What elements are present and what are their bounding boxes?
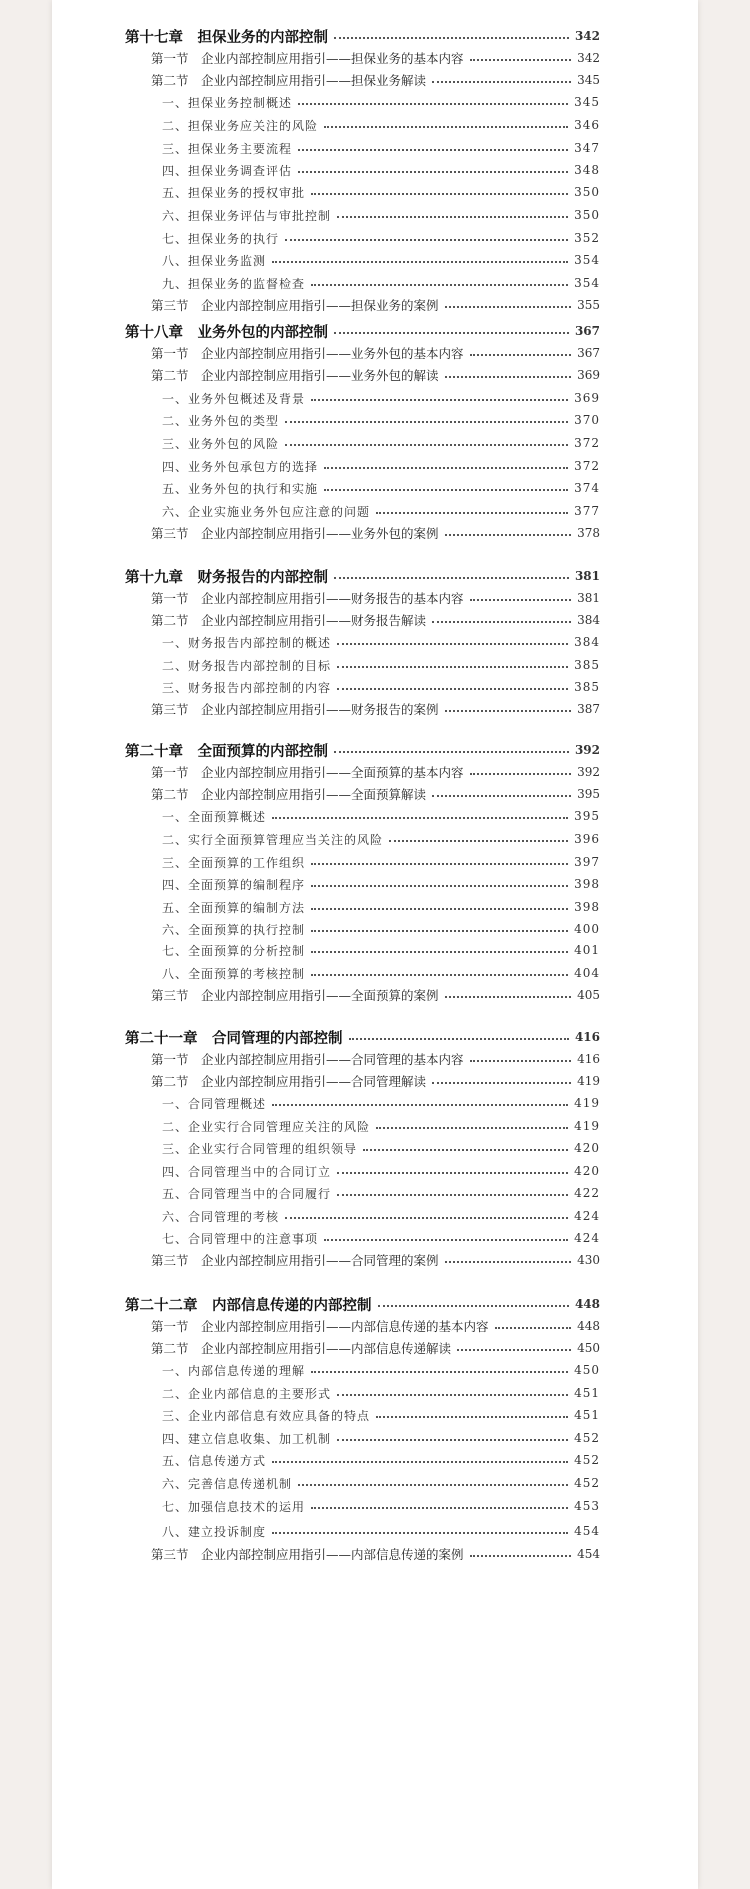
dot-leader — [470, 773, 572, 775]
toc-page-number: 398 — [574, 877, 600, 891]
toc-page-number: 416 — [577, 1052, 600, 1066]
toc-page-number: 424 — [574, 1209, 600, 1223]
toc-entry-title: 四、建立信息收集、加工机制 — [162, 1431, 332, 1446]
toc-page-number: 419 — [574, 1096, 600, 1110]
toc-entry-title: 五、担保业务的授权审批 — [162, 185, 306, 200]
toc-entry-title: 一、业务外包概述及背景 — [162, 391, 306, 406]
toc-page-number: 369 — [574, 391, 600, 405]
toc-entry-title: 第一节 企业内部控制应用指引——财务报告的基本内容 — [151, 591, 464, 606]
toc-entry-title: 九、担保业务的监督检查 — [162, 276, 306, 291]
toc-page-number: 424 — [574, 1231, 600, 1245]
toc-page-number: 453 — [574, 1499, 600, 1513]
toc-entry-title: 第二节 企业内部控制应用指引——担保业务解读 — [151, 73, 427, 88]
dot-leader — [311, 284, 568, 286]
toc-entry-title: 第三节 企业内部控制应用指引——内部信息传递的案例 — [151, 1547, 464, 1562]
dot-leader — [470, 59, 572, 61]
toc-page-number: 355 — [577, 298, 600, 312]
toc-page-number: 347 — [574, 141, 600, 155]
toc-entry-title: 第三节 企业内部控制应用指引——全面预算的案例 — [151, 988, 439, 1003]
toc-page-number: 367 — [577, 346, 600, 360]
toc-item-row[interactable] — [162, 92, 600, 112]
toc-entry-title: 四、合同管理当中的合同订立 — [162, 1164, 332, 1179]
toc-page-number: 342 — [574, 29, 600, 43]
dot-leader — [298, 103, 568, 105]
toc-entry-title: 第二十章 全面预算的内部控制 — [125, 742, 328, 760]
toc-item-row[interactable] — [162, 182, 600, 202]
toc-page-number: 348 — [574, 163, 600, 177]
toc-item-row[interactable] — [162, 1473, 600, 1493]
toc-section-row[interactable] — [151, 523, 600, 543]
dot-leader — [389, 840, 568, 842]
toc-entry-title: 第一节 企业内部控制应用指引——全面预算的基本内容 — [151, 765, 464, 780]
toc-page-number: 452 — [574, 1476, 600, 1490]
dot-leader — [311, 885, 568, 887]
toc-page-number: 395 — [574, 809, 600, 823]
toc-item-row[interactable] — [162, 1496, 600, 1516]
toc-entry-title: 四、业务外包承包方的选择 — [162, 459, 319, 474]
toc-item-row[interactable] — [162, 410, 600, 430]
toc-page-number: 451 — [574, 1386, 600, 1400]
toc-entry-title: 第一节 企业内部控制应用指引——业务外包的基本内容 — [151, 346, 464, 361]
toc-page-number: 392 — [574, 743, 600, 757]
toc-page-number: 378 — [577, 526, 600, 540]
toc-item-row[interactable] — [162, 1183, 600, 1203]
toc-item-row[interactable] — [162, 273, 600, 293]
toc-item-row[interactable] — [162, 1116, 600, 1136]
dot-leader — [324, 1239, 568, 1241]
dot-leader — [298, 149, 568, 151]
dot-leader — [337, 216, 568, 218]
toc-entry-title: 三、担保业务主要流程 — [162, 141, 293, 156]
toc-item-row[interactable] — [162, 478, 600, 498]
toc-page-number: 370 — [574, 413, 600, 427]
toc-page-number: 450 — [577, 1341, 600, 1355]
dot-leader — [445, 996, 572, 998]
dot-leader — [470, 599, 572, 601]
toc-item-row[interactable] — [162, 228, 600, 248]
toc-page-number: 342 — [577, 51, 600, 65]
toc-page-number: 454 — [577, 1547, 600, 1561]
toc-section-row[interactable] — [151, 985, 600, 1005]
dot-leader — [337, 688, 568, 690]
toc-page-number: 451 — [574, 1408, 600, 1422]
toc-entry-title: 二、业务外包的类型 — [162, 413, 280, 428]
toc-item-row[interactable] — [162, 919, 600, 939]
toc-page-number: 345 — [577, 73, 600, 87]
toc-entry-title: 七、合同管理中的注意事项 — [162, 1231, 319, 1246]
dot-leader — [445, 1261, 572, 1263]
toc-item-row[interactable] — [162, 138, 600, 158]
toc-page-number: 452 — [574, 1431, 600, 1445]
toc-page-number: 419 — [577, 1074, 600, 1088]
toc-page-number: 454 — [574, 1524, 600, 1538]
toc-page-number: 400 — [574, 922, 600, 936]
dot-leader — [324, 126, 568, 128]
toc-entry-title: 二、担保业务应关注的风险 — [162, 118, 319, 133]
toc-item-row[interactable] — [162, 963, 600, 983]
dot-leader — [376, 512, 568, 514]
toc-chapter-row[interactable] — [125, 740, 600, 760]
toc-page-number: 381 — [574, 569, 600, 583]
toc-entry-title: 二、财务报告内部控制的目标 — [162, 658, 332, 673]
toc-page-number: 385 — [574, 680, 600, 694]
toc-entry-title: 第十七章 担保业务的内部控制 — [125, 28, 328, 46]
toc-entry-title: 第十九章 财务报告的内部控制 — [125, 568, 328, 586]
toc-section-row[interactable] — [151, 343, 600, 363]
toc-page-number: 346 — [574, 118, 600, 132]
toc-chapter-row[interactable] — [125, 321, 600, 341]
toc-entry-title: 第一节 企业内部控制应用指引——担保业务的基本内容 — [151, 51, 464, 66]
toc-entry-title: 四、全面预算的编制程序 — [162, 877, 306, 892]
toc-entry-title: 第二节 企业内部控制应用指引——合同管理解读 — [151, 1074, 427, 1089]
dot-leader — [445, 710, 572, 712]
toc-entry-title: 五、信息传递方式 — [162, 1453, 267, 1468]
dot-leader — [445, 376, 572, 378]
toc-entry-title: 八、担保业务监测 — [162, 253, 267, 268]
dot-leader — [337, 1194, 568, 1196]
dot-leader — [337, 643, 568, 645]
toc-item-row[interactable] — [162, 1405, 600, 1425]
dot-leader — [470, 1555, 572, 1557]
toc-entry-title: 六、全面预算的执行控制 — [162, 922, 306, 937]
toc-section-row[interactable] — [151, 295, 600, 315]
dot-leader — [324, 489, 568, 491]
dot-leader — [334, 751, 569, 753]
toc-entry-title: 二、企业内部信息的主要形式 — [162, 1386, 332, 1401]
toc-entry-title: 第二节 企业内部控制应用指引——业务外包的解读 — [151, 368, 439, 383]
toc-item-row[interactable] — [162, 388, 600, 408]
dot-leader — [272, 817, 568, 819]
toc-page-number: 374 — [574, 481, 600, 495]
toc-entry-title: 第二节 企业内部控制应用指引——财务报告解读 — [151, 613, 427, 628]
toc-entry-title: 五、业务外包的执行和实施 — [162, 481, 319, 496]
toc-entry-title: 第二十一章 合同管理的内部控制 — [125, 1029, 343, 1047]
dot-leader — [272, 1461, 568, 1463]
dot-leader — [363, 1149, 568, 1151]
toc-page-number: 384 — [574, 635, 600, 649]
toc-entry-title: 第一节 企业内部控制应用指引——合同管理的基本内容 — [151, 1052, 464, 1067]
dot-leader — [432, 621, 571, 623]
dot-leader — [311, 1371, 568, 1373]
toc-item-row[interactable] — [162, 1360, 600, 1380]
toc-page-number: 404 — [574, 966, 600, 980]
dot-leader — [432, 1082, 571, 1084]
table-of-contents — [52, 0, 698, 1889]
dot-leader — [272, 1104, 568, 1106]
toc-section-row[interactable] — [151, 1071, 600, 1091]
toc-entry-title: 三、企业内部信息有效应具备的特点 — [162, 1408, 371, 1423]
dot-leader — [285, 421, 568, 423]
dot-leader — [285, 1217, 568, 1219]
toc-section-row[interactable] — [151, 699, 600, 719]
toc-entry-title: 七、担保业务的执行 — [162, 231, 280, 246]
toc-page-number: 372 — [574, 459, 600, 473]
toc-item-row[interactable] — [162, 829, 600, 849]
dot-leader — [337, 1172, 568, 1174]
toc-item-row[interactable] — [162, 501, 600, 521]
toc-item-row[interactable] — [162, 1138, 600, 1158]
dot-leader — [337, 1439, 568, 1441]
toc-entry-title: 三、全面预算的工作组织 — [162, 855, 306, 870]
toc-page-number: 369 — [577, 368, 600, 382]
toc-item-row[interactable] — [162, 115, 600, 135]
document-page — [52, 0, 698, 1889]
toc-item-row[interactable] — [162, 433, 600, 453]
toc-item-row[interactable] — [162, 1428, 600, 1448]
toc-page-number: 395 — [577, 787, 600, 801]
toc-item-row[interactable] — [162, 250, 600, 270]
toc-page-number: 354 — [574, 276, 600, 290]
toc-item-row[interactable] — [162, 806, 600, 826]
toc-page-number: 354 — [574, 253, 600, 267]
toc-item-row[interactable] — [162, 456, 600, 476]
toc-page-number: 392 — [577, 765, 600, 779]
dot-leader — [311, 930, 568, 932]
toc-entry-title: 二、企业实行合同管理应关注的风险 — [162, 1119, 371, 1134]
toc-item-row[interactable] — [162, 205, 600, 225]
toc-page-number: 345 — [574, 95, 600, 109]
toc-item-row[interactable] — [162, 1093, 600, 1113]
dot-leader — [311, 1507, 568, 1509]
toc-entry-title: 一、全面预算概述 — [162, 809, 267, 824]
dot-leader — [311, 399, 568, 401]
toc-item-row[interactable] — [162, 655, 600, 675]
toc-entry-title: 八、全面预算的考核控制 — [162, 966, 306, 981]
toc-section-row[interactable] — [151, 70, 600, 90]
toc-section-row[interactable] — [151, 784, 600, 804]
toc-item-row[interactable] — [162, 160, 600, 180]
toc-page-number: 448 — [577, 1319, 600, 1333]
toc-section-row[interactable] — [151, 610, 600, 630]
toc-page-number: 387 — [577, 702, 600, 716]
dot-leader — [470, 354, 572, 356]
toc-chapter-row[interactable] — [125, 566, 600, 586]
dot-leader — [311, 908, 568, 910]
toc-entry-title: 六、合同管理的考核 — [162, 1209, 280, 1224]
toc-section-row[interactable] — [151, 1316, 600, 1336]
toc-section-row[interactable] — [151, 588, 600, 608]
toc-entry-title: 八、建立投诉制度 — [162, 1524, 267, 1539]
toc-page-number: 352 — [574, 231, 600, 245]
toc-section-row[interactable] — [151, 762, 600, 782]
dot-leader — [324, 467, 568, 469]
toc-page-number: 416 — [574, 1030, 600, 1044]
toc-item-row[interactable] — [162, 874, 600, 894]
dot-leader — [470, 1060, 572, 1062]
dot-leader — [311, 193, 568, 195]
dot-leader — [272, 261, 568, 263]
toc-item-row[interactable] — [162, 1206, 600, 1226]
toc-item-row[interactable] — [162, 852, 600, 872]
dot-leader — [349, 1038, 569, 1040]
toc-entry-title: 一、合同管理概述 — [162, 1096, 267, 1111]
toc-page-number: 385 — [574, 658, 600, 672]
toc-entry-title: 第三节 企业内部控制应用指引——担保业务的案例 — [151, 298, 439, 313]
dot-leader — [432, 795, 571, 797]
dot-leader — [445, 534, 572, 536]
toc-entry-title: 一、担保业务控制概述 — [162, 95, 293, 110]
toc-page-number: 405 — [577, 988, 600, 1002]
toc-entry-title: 第二节 企业内部控制应用指引——全面预算解读 — [151, 787, 427, 802]
dot-leader — [334, 577, 569, 579]
toc-item-row[interactable] — [162, 1521, 600, 1541]
toc-section-row[interactable] — [151, 365, 600, 385]
toc-page-number: 420 — [574, 1141, 600, 1155]
toc-entry-title: 第二十二章 内部信息传递的内部控制 — [125, 1296, 372, 1314]
toc-section-row[interactable] — [151, 1250, 600, 1270]
dot-leader — [285, 239, 568, 241]
dot-leader — [311, 951, 568, 953]
toc-item-row[interactable] — [162, 677, 600, 697]
toc-entry-title: 第二节 企业内部控制应用指引——内部信息传递解读 — [151, 1341, 452, 1356]
toc-item-row[interactable] — [162, 1450, 600, 1470]
toc-section-row[interactable] — [151, 1049, 600, 1069]
dot-leader — [337, 1394, 568, 1396]
toc-entry-title: 六、完善信息传递机制 — [162, 1476, 293, 1491]
toc-entry-title: 七、加强信息技术的运用 — [162, 1499, 306, 1514]
dot-leader — [298, 1484, 568, 1486]
toc-page-number: 422 — [574, 1186, 600, 1200]
toc-item-row[interactable] — [162, 632, 600, 652]
dot-leader — [376, 1127, 568, 1129]
dot-leader — [445, 306, 572, 308]
dot-leader — [311, 863, 568, 865]
toc-page-number: 430 — [577, 1253, 600, 1267]
toc-entry-title: 第三节 企业内部控制应用指引——合同管理的案例 — [151, 1253, 439, 1268]
toc-item-row[interactable] — [162, 1383, 600, 1403]
toc-entry-title: 第十八章 业务外包的内部控制 — [125, 323, 328, 341]
toc-entry-title: 三、财务报告内部控制的内容 — [162, 680, 332, 695]
toc-section-row[interactable] — [151, 1338, 600, 1358]
toc-entry-title: 二、实行全面预算管理应当关注的风险 — [162, 832, 384, 847]
toc-entry-title: 六、企业实施业务外包应注意的问题 — [162, 504, 371, 519]
toc-entry-title: 四、担保业务调查评估 — [162, 163, 293, 178]
dot-leader — [337, 666, 568, 668]
toc-page-number: 397 — [574, 855, 600, 869]
toc-page-number: 377 — [574, 504, 600, 518]
dot-leader — [495, 1327, 572, 1329]
toc-page-number: 367 — [574, 324, 600, 338]
dot-leader — [334, 332, 569, 334]
toc-item-row[interactable] — [162, 1161, 600, 1181]
toc-page-number: 448 — [574, 1297, 600, 1311]
dot-leader — [334, 37, 569, 39]
toc-page-number: 452 — [574, 1453, 600, 1467]
toc-page-number: 396 — [574, 832, 600, 846]
toc-entry-title: 三、业务外包的风险 — [162, 436, 280, 451]
toc-entry-title: 第三节 企业内部控制应用指引——业务外包的案例 — [151, 526, 439, 541]
toc-entry-title: 六、担保业务评估与审批控制 — [162, 208, 332, 223]
toc-entry-title: 第一节 企业内部控制应用指引——内部信息传递的基本内容 — [151, 1319, 489, 1334]
toc-item-row[interactable] — [162, 940, 600, 960]
toc-entry-title: 七、全面预算的分析控制 — [162, 943, 306, 958]
toc-page-number: 381 — [577, 591, 600, 605]
toc-page-number: 419 — [574, 1119, 600, 1133]
toc-page-number: 401 — [574, 943, 600, 957]
toc-item-row[interactable] — [162, 1228, 600, 1248]
toc-entry-title: 五、合同管理当中的合同履行 — [162, 1186, 332, 1201]
toc-page-number: 372 — [574, 436, 600, 450]
toc-entry-title: 五、全面预算的编制方法 — [162, 900, 306, 915]
toc-chapter-row[interactable] — [125, 1294, 600, 1314]
toc-entry-title: 第三节 企业内部控制应用指引——财务报告的案例 — [151, 702, 439, 717]
dot-leader — [285, 444, 568, 446]
dot-leader — [457, 1349, 571, 1351]
dot-leader — [432, 81, 571, 83]
toc-page-number: 420 — [574, 1164, 600, 1178]
toc-entry-title: 一、内部信息传递的理解 — [162, 1363, 306, 1378]
dot-leader — [311, 974, 568, 976]
toc-page-number: 350 — [574, 185, 600, 199]
dot-leader — [378, 1305, 569, 1307]
toc-page-number: 398 — [574, 900, 600, 914]
toc-entry-title: 一、财务报告内部控制的概述 — [162, 635, 332, 650]
toc-chapter-row[interactable] — [125, 1027, 600, 1047]
toc-section-row[interactable] — [151, 48, 600, 68]
toc-item-row[interactable] — [162, 897, 600, 917]
toc-section-row[interactable] — [151, 1544, 600, 1564]
toc-page-number: 384 — [577, 613, 600, 627]
toc-chapter-row[interactable] — [125, 26, 600, 46]
toc-page-number: 350 — [574, 208, 600, 222]
dot-leader — [376, 1416, 568, 1418]
dot-leader — [272, 1532, 568, 1534]
toc-page-number: 450 — [574, 1363, 600, 1377]
dot-leader — [298, 171, 568, 173]
toc-entry-title: 三、企业实行合同管理的组织领导 — [162, 1141, 358, 1156]
